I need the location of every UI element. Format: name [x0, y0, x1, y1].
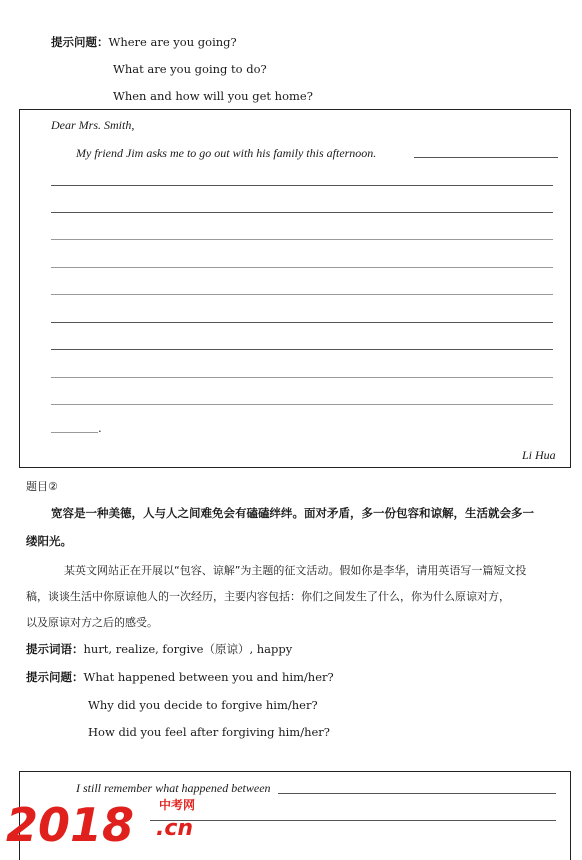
question-3: When and how will you get home? [113, 89, 313, 103]
writing-line-short [51, 432, 98, 433]
theme-line-2: 缕阳光。 [26, 534, 72, 548]
site-watermark-logo [6, 797, 206, 847]
letter-opening: My friend Jim asks me to go out with his family this afternoon. [76, 146, 377, 160]
topic-heading: 题目② [26, 480, 58, 493]
writing-line [51, 212, 553, 213]
hint-words-list: hurt, realize, forgive（原谅）, happy [83, 642, 293, 656]
writing-line [51, 267, 553, 268]
watermark-site-name: 中考网 [159, 798, 196, 812]
letter-salutation: Dear Mrs. Smith, [51, 118, 135, 132]
watermark-domain: .cn [156, 816, 194, 841]
question-2: What are you going to do? [113, 62, 267, 76]
writing-line [51, 404, 553, 405]
letter-box [19, 109, 571, 468]
question-1: Where are you going? [108, 35, 237, 49]
watermark-svg [6, 797, 206, 847]
closing-dots: . [98, 421, 102, 435]
question-2-2: Why did you decide to forgive him/her? [88, 698, 318, 712]
prompt-questions-label [51, 34, 237, 50]
letter-opening-2: I still remember what happened between [76, 781, 271, 795]
prompt-label: 提示问题： [51, 35, 109, 49]
prompt-label-2: 提示问题： [26, 670, 84, 684]
writing-line [51, 294, 553, 295]
writing-line [51, 322, 553, 323]
writing-line [414, 157, 558, 158]
writing-line [150, 820, 556, 821]
task-line-3: 以及原谅对方之后的感受。 [26, 616, 158, 629]
task-line-2: 稿，谈谈生活中你原谅他人的一次经历，主要内容包括：你们之间发生了什么，你为什么原谅对方， [26, 590, 510, 603]
writing-line [51, 185, 553, 186]
writing-line [51, 349, 553, 350]
hint-words [26, 641, 292, 657]
task-line-1: 某英文网站正在开展以“包容、谅解”为主题的征文活动。假如你是李华，请用英语写一篇短文投 [64, 564, 527, 577]
question-2-1: What happened between you and him/her? [83, 670, 334, 684]
prompt-questions-2 [26, 669, 334, 685]
theme-line-1: 宽容是一种美德，人与人之间难免会有磕磕绊绊。面对矛盾，多一份包容和谅解，生活就会多一 [51, 506, 534, 520]
writing-line [51, 377, 553, 378]
writing-line [51, 239, 553, 240]
letter-signature: Li Hua [522, 448, 556, 462]
watermark-year: 2018 [6, 798, 135, 847]
hint-words-label: 提示词语： [26, 642, 84, 656]
question-2-3: How did you feel after forgiving him/her? [88, 725, 330, 739]
writing-line [278, 793, 556, 794]
